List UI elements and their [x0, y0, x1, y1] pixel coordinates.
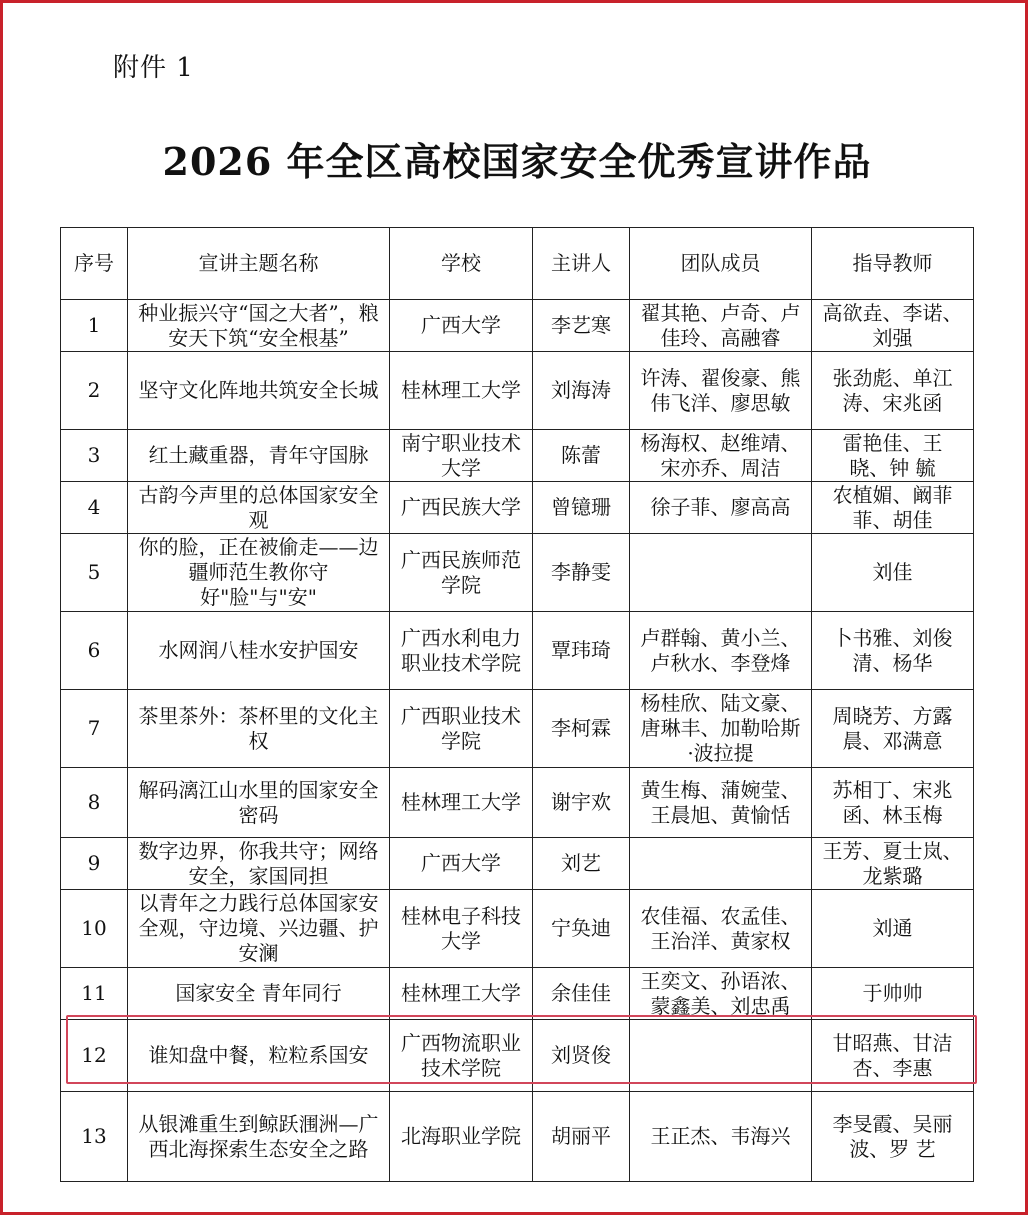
cell-teacher: 卜书雅、刘俊清、杨华 [812, 612, 974, 690]
cell-seq: 11 [61, 968, 128, 1020]
cell-topic: 解码漓江山水里的国家安全密码 [128, 768, 390, 838]
table-row [61, 1092, 974, 1182]
header-team: 团队成员 [630, 228, 812, 300]
cell-team: 卢群翰、黄小兰、卢秋水、李登烽 [630, 612, 812, 690]
cell-seq: 13 [61, 1092, 128, 1182]
cell-seq: 6 [61, 612, 128, 690]
cell-seq: 1 [61, 300, 128, 352]
cell-seq: 7 [61, 690, 128, 768]
cell-team [630, 838, 812, 890]
cell-topic: 古韵今声里的总体国家安全观 [128, 482, 390, 534]
cell-team: 许涛、翟俊豪、熊伟飞洋、廖思敏 [630, 352, 812, 430]
cell-school: 广西水利电力职业技术学院 [390, 612, 533, 690]
cell-school: 广西物流职业技术学院 [390, 1020, 533, 1092]
cell-topic: 国家安全 青年同行 [128, 968, 390, 1020]
cell-teacher: 甘昭燕、甘洁杏、李惠 [812, 1020, 974, 1092]
cell-team: 杨海权、赵维靖、宋亦乔、周洁 [630, 430, 812, 482]
table-row [61, 768, 974, 838]
cell-topic: 你的脸，正在被偷走——边疆师范生教你守好"脸"与"安" [128, 534, 390, 612]
header-seq: 序号 [61, 228, 128, 300]
works-table [60, 227, 974, 1182]
cell-topic: 以青年之力践行总体国家安全观，守边境、兴边疆、护安澜 [128, 890, 390, 968]
cell-teacher: 周晓芳、方露晨、邓满意 [812, 690, 974, 768]
table-row [61, 690, 974, 768]
cell-team: 王正杰、韦海兴 [630, 1092, 812, 1182]
cell-seq: 12 [61, 1020, 128, 1092]
cell-topic: 坚守文化阵地共筑安全长城 [128, 352, 390, 430]
cell-speaker: 谢宇欢 [533, 768, 630, 838]
cell-topic: 水网润八桂水安护国安 [128, 612, 390, 690]
cell-seq: 9 [61, 838, 128, 890]
cell-school: 北海职业学院 [390, 1092, 533, 1182]
cell-school: 广西大学 [390, 838, 533, 890]
cell-speaker: 李柯霖 [533, 690, 630, 768]
header-school: 学校 [390, 228, 533, 300]
cell-teacher: 雷艳佳、王 晓、钟 毓 [812, 430, 974, 482]
cell-seq: 2 [61, 352, 128, 430]
header-topic: 宣讲主题名称 [128, 228, 390, 300]
cell-school: 桂林理工大学 [390, 768, 533, 838]
cell-school: 南宁职业技术大学 [390, 430, 533, 482]
cell-teacher: 农植媚、阚菲菲、胡佳 [812, 482, 974, 534]
table-row [61, 534, 974, 612]
header-teacher: 指导教师 [812, 228, 974, 300]
cell-team [630, 534, 812, 612]
cell-school: 桂林理工大学 [390, 352, 533, 430]
cell-seq: 4 [61, 482, 128, 534]
table-row [61, 430, 974, 482]
cell-seq: 8 [61, 768, 128, 838]
cell-speaker: 覃玮琦 [533, 612, 630, 690]
cell-speaker: 李艺寒 [533, 300, 630, 352]
cell-topic: 谁知盘中餐，粒粒系国安 [128, 1020, 390, 1092]
cell-topic: 从银滩重生到鲸跃涠洲—广西北海探索生态安全之路 [128, 1092, 390, 1182]
table-row [61, 352, 974, 430]
cell-teacher: 李旻霞、吴丽波、罗 艺 [812, 1092, 974, 1182]
cell-team: 翟其艳、卢奇、卢佳玲、高融睿 [630, 300, 812, 352]
cell-speaker: 曾镱珊 [533, 482, 630, 534]
table-row [61, 890, 974, 968]
cell-school: 广西大学 [390, 300, 533, 352]
cell-school: 广西民族师范学院 [390, 534, 533, 612]
cell-speaker: 胡丽平 [533, 1092, 630, 1182]
cell-team: 徐子菲、廖高高 [630, 482, 812, 534]
table-row [61, 482, 974, 534]
cell-topic: 种业振兴守“国之大者”，粮安天下筑“安全根基” [128, 300, 390, 352]
cell-school: 桂林理工大学 [390, 968, 533, 1020]
header-speaker: 主讲人 [533, 228, 630, 300]
cell-seq: 10 [61, 890, 128, 968]
cell-topic: 茶里茶外：茶杯里的文化主权 [128, 690, 390, 768]
table-row [61, 300, 974, 352]
cell-speaker: 刘海涛 [533, 352, 630, 430]
cell-school: 广西民族大学 [390, 482, 533, 534]
table-row [61, 838, 974, 890]
cell-topic: 数字边界，你我共守；网络安全，家国同担 [128, 838, 390, 890]
cell-school: 桂林电子科技大学 [390, 890, 533, 968]
table-row [61, 612, 974, 690]
cell-speaker: 刘艺 [533, 838, 630, 890]
cell-teacher: 张劲彪、单江涛、宋兆函 [812, 352, 974, 430]
cell-topic: 红土藏重器，青年守国脉 [128, 430, 390, 482]
cell-team: 农佳福、农孟佳、王治洋、黄家权 [630, 890, 812, 968]
cell-teacher: 刘通 [812, 890, 974, 968]
cell-seq: 3 [61, 430, 128, 482]
cell-speaker: 余佳佳 [533, 968, 630, 1020]
cell-speaker: 刘贤俊 [533, 1020, 630, 1092]
cell-team: 杨桂欣、陆文豪、唐琳丰、加勒哈斯·波拉提 [630, 690, 812, 768]
attachment-label: 附件 1 [113, 53, 194, 83]
document-title: 2026 年全区高校国家安全优秀宣讲作品 [162, 139, 872, 184]
cell-teacher: 于帅帅 [812, 968, 974, 1020]
cell-teacher: 刘佳 [812, 534, 974, 612]
table-row [61, 1020, 974, 1092]
cell-team [630, 1020, 812, 1092]
table-header-row [61, 228, 974, 300]
cell-speaker: 陈蕾 [533, 430, 630, 482]
cell-teacher: 高欲垚、李诺、刘强 [812, 300, 974, 352]
cell-team: 黄生梅、蒲婉莹、王晨旭、黄愉恬 [630, 768, 812, 838]
cell-school: 广西职业技术学院 [390, 690, 533, 768]
cell-seq: 5 [61, 534, 128, 612]
cell-speaker: 宁奂迪 [533, 890, 630, 968]
cell-teacher: 王芳、夏士岚、龙紫璐 [812, 838, 974, 890]
cell-team: 王奕文、孙语浓、蒙鑫美、刘忠禹 [630, 968, 812, 1020]
cell-speaker: 李静雯 [533, 534, 630, 612]
cell-teacher: 苏相丁、宋兆函、林玉梅 [812, 768, 974, 838]
table-row [61, 968, 974, 1020]
